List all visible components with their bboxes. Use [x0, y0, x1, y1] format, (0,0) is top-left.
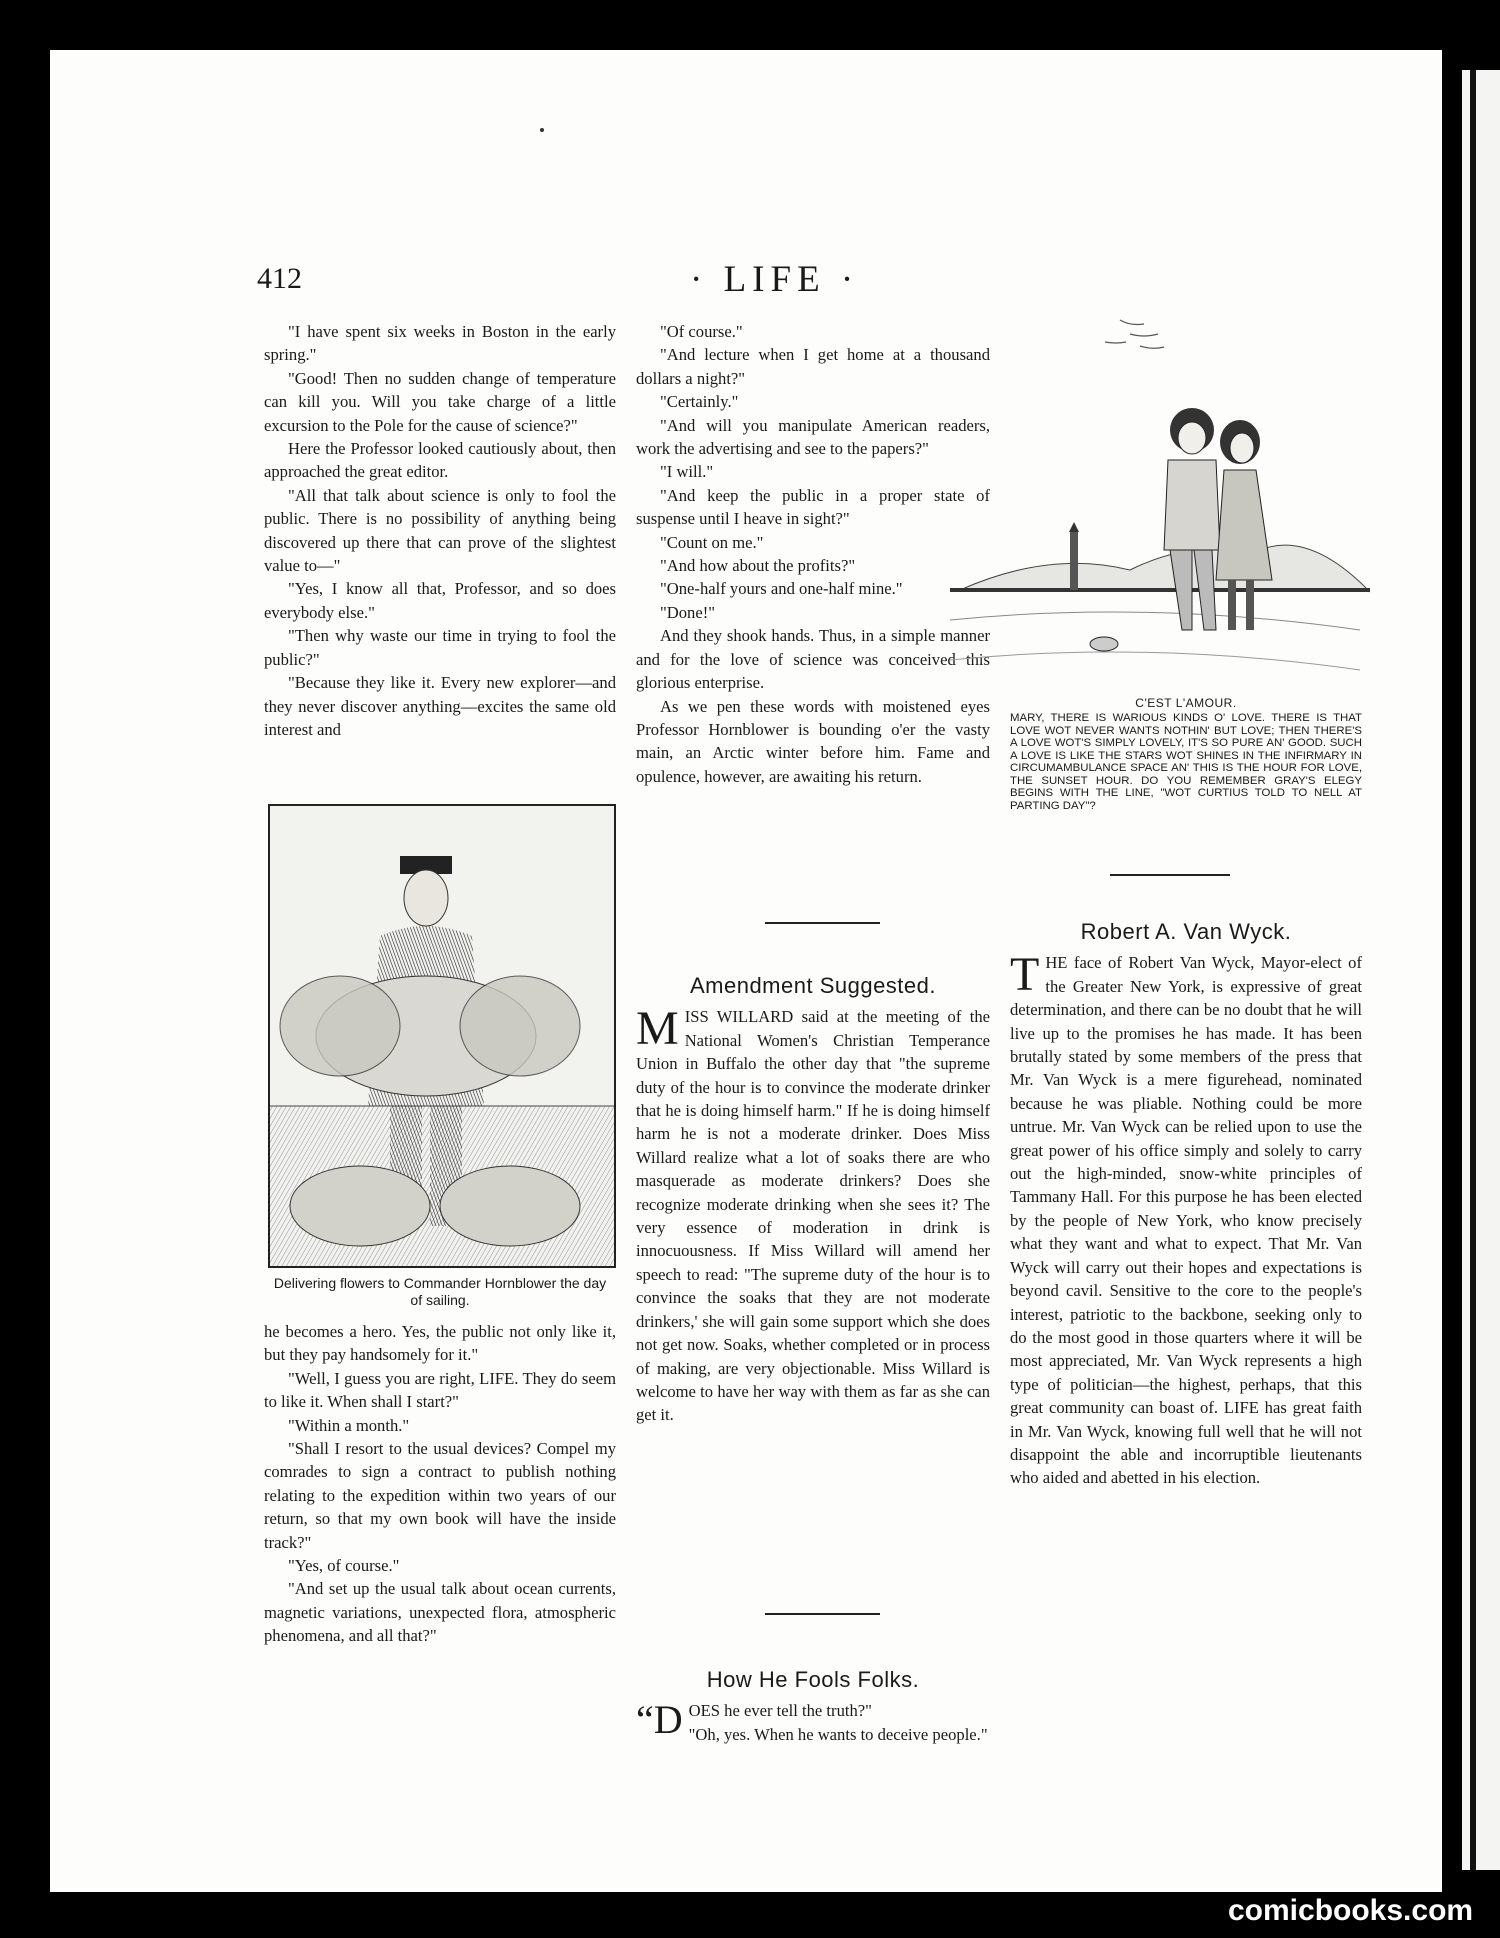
paragraph: "Good! Then no sudden change of temperature can kill you. Will you take charge of a little excursion to the Pole for the cause of science?" [264, 368, 616, 435]
paragraph: "Because they like it. Every new explorer—and they never discover anything—excites the same old interest and [264, 673, 616, 739]
drop-cap: “D [636, 1697, 683, 1743]
paragraph: As we pen these words with moistened eyes Professor Hornblower is bounding o'er the vasty main, an Arctic winter before him. Fame and opulence, however, are awaiting his return. [636, 696, 990, 786]
adjacent-page-sliver [1462, 70, 1500, 1870]
two-children-illustration [930, 300, 1370, 690]
adjacent-page-border [1470, 70, 1476, 1870]
paragraph: "Within a month." [288, 1415, 410, 1435]
article-robert-van-wyck [1010, 920, 1362, 1490]
paragraph: "Done!" [660, 602, 716, 622]
article-text: HE face of Robert Van Wyck, Mayor-elect of the Greater New York, is expressive of great determination, and there can be no doubt that he will live up to the promises he has made. It has been brutally stated by some members of the press that Mr. Van Wyck is a mere figurehead, nominated because he was pliable. Nothing could be more untrue. Mr. Van Wyck can be relied upon to use the great power of his office simply and solely to carry out the high-minded, snow-white principles of Tammany Hall. For this purpose he has been elected by the people of New York, who know precisely what they want and what to expect. That Mr. Van Wyck will carry out their hopes and expectations is beyond cavil. Sensitive to the core to the people's interest, patriotic to the backbone, seeking only to do the most good in those quarters where it will be most appreciated, Mr. Van Wyck represents a high type of politician—the highest, perhaps, that this great community can boast of. LIFE has great faith in Mr. Van Wyck, knowing full well that he will not disappoint the able and incorruptible lieutenants who aided and abetted in his election. [1010, 953, 1362, 1488]
page-number: 412 [257, 262, 302, 295]
paragraph: Here the Professor looked cautiously about, then approached the great editor. [264, 439, 616, 482]
cartoon-cest-lamour [930, 300, 1370, 690]
engraving-flower-boy [268, 804, 616, 1268]
article-heading: How He Fools Folks. [706, 1667, 920, 1692]
page-edge-shadow [1442, 50, 1462, 1892]
paragraph: "I have spent six weeks in Boston in the early spring." [264, 322, 616, 365]
article-body [636, 1699, 990, 1746]
paragraph: "Of course." [660, 322, 743, 341]
paragraph: And they shook hands. Thus, in a simple manner and for the love of science was conceived this glorious enterprise. [636, 626, 990, 693]
article-text: "Oh, yes. When he wants to deceive people." [688, 1724, 988, 1744]
article-text: OES he ever tell the truth?" [688, 1701, 872, 1721]
figure-caption: Delivering flowers to Commander Hornblower the day of sailing. [273, 1275, 607, 1308]
paragraph: "Certainly." [660, 392, 739, 412]
section-divider [765, 1613, 880, 1615]
paragraph: "Yes, of course." [288, 1556, 400, 1576]
paragraph: "And how about the profits?" [660, 556, 856, 576]
paragraph: "I will." [660, 462, 714, 482]
watermark: comicbooks.com [1228, 1894, 1474, 1927]
paragraph: "Shall I resort to the usual devices? Compel my comrades to sign a contract to publish nothing relating to the expedition within two years of our return, so that my own book will have the inside track?" [264, 1439, 616, 1552]
paragraph: "And set up the usual talk about ocean currents, magnetic variations, unexpected flora, atmospheric phenomena, and all that?" [264, 1579, 616, 1646]
print-speck [540, 128, 544, 132]
paragraph: "All that talk about science is only to fool the public. There is no possibility of anything being discovered up there that can prove of the slightest value to—" [264, 485, 616, 576]
cartoon-title: C'EST L'AMOUR. [1135, 696, 1237, 710]
article-text: ISS WILLARD said at the meeting of the National Women's Christian Temperance Union in Buffalo the other day that "the supreme duty of the hour is to convince the moderate drinker that he is doing himself harm." If he is doing himself harm he is not a moderate drinker. Does Miss Willard realize what a lot of soaks there are who masquerade as moderate drinkers? Does she recognize moderate drinking when she sees it? The very essence of moderation in drink is innocuousness. If Miss Willard will amend her speech to read: "The supreme duty of the hour is to convince the soaks that they are not moderate drinkers,' she will gain some support which she does not get now. Soaks, whether completed or in process of making, are very objectionable. Miss Willard is welcome to have her way with them as far as she can get it. [636, 1007, 990, 1425]
paragraph: "And will you manipulate American readers, work the advertising and see to the papers?" [636, 415, 990, 459]
drop-cap: M [636, 1002, 679, 1056]
paragraph: "Yes, I know all that, Professor, and so does everybody else." [264, 579, 616, 622]
article-how-he-fools-folks [636, 1668, 990, 1746]
paragraph: "Count on me." [660, 532, 764, 552]
cartoon-caption: MARY, THERE IS WARIOUS KINDS O' LOVE. THERE IS THAT LOVE WOT NEVER WANTS NOTHIN' BUT LOVE; THEN THERE'S A LOVE WOT'S SIMPLY LOVELY, IT'S SO PURE AN' GOOD. SUCH A LOVE IS LIKE THE STARS WOT SHINES IN THE INFIRMARY IN CIRCUMAMBULANCE SPACE AN' THIS IS THE HOUR FOR LOVE, THE SUNSET HOUR. DO YOU REMEMBER GRAY'S ELEGY BEGINS WITH THE LINE, "WOT CURTIUS TOLD TO NELL AT PARTING DAY"? [1010, 712, 1362, 812]
section-divider [1110, 874, 1230, 876]
paragraph: "One-half yours and one-half mine." [660, 579, 903, 599]
column-1-bottom [264, 1320, 616, 1648]
paragraph: he becomes a hero. Yes, the public not only like it, but they pay handsomely for it." [264, 1322, 616, 1365]
section-divider [765, 922, 880, 924]
article-heading: Amendment Suggested. [689, 973, 937, 998]
column-1-top [264, 320, 616, 741]
article-body [636, 1002, 990, 1426]
article-amendment-suggested [636, 974, 990, 1427]
paragraph: "Then why waste our time in trying to fool the public?" [264, 626, 616, 669]
paragraph: "And keep the public in a proper state of suspense until I heave in sight?" [636, 485, 990, 529]
article-heading: Robert A. Van Wyck. [1080, 919, 1292, 944]
paragraph: "Well, I guess you are right, LIFE. They do seem to like it. When shall I start?" [264, 1368, 616, 1412]
flower-boy-illustration [270, 806, 614, 1266]
paragraph: "And lecture when I get home at a thousand dollars a night?" [636, 345, 990, 388]
drop-cap: T [1010, 948, 1040, 1002]
article-body [1010, 948, 1362, 1489]
masthead-title: · LIFE · [690, 259, 860, 300]
